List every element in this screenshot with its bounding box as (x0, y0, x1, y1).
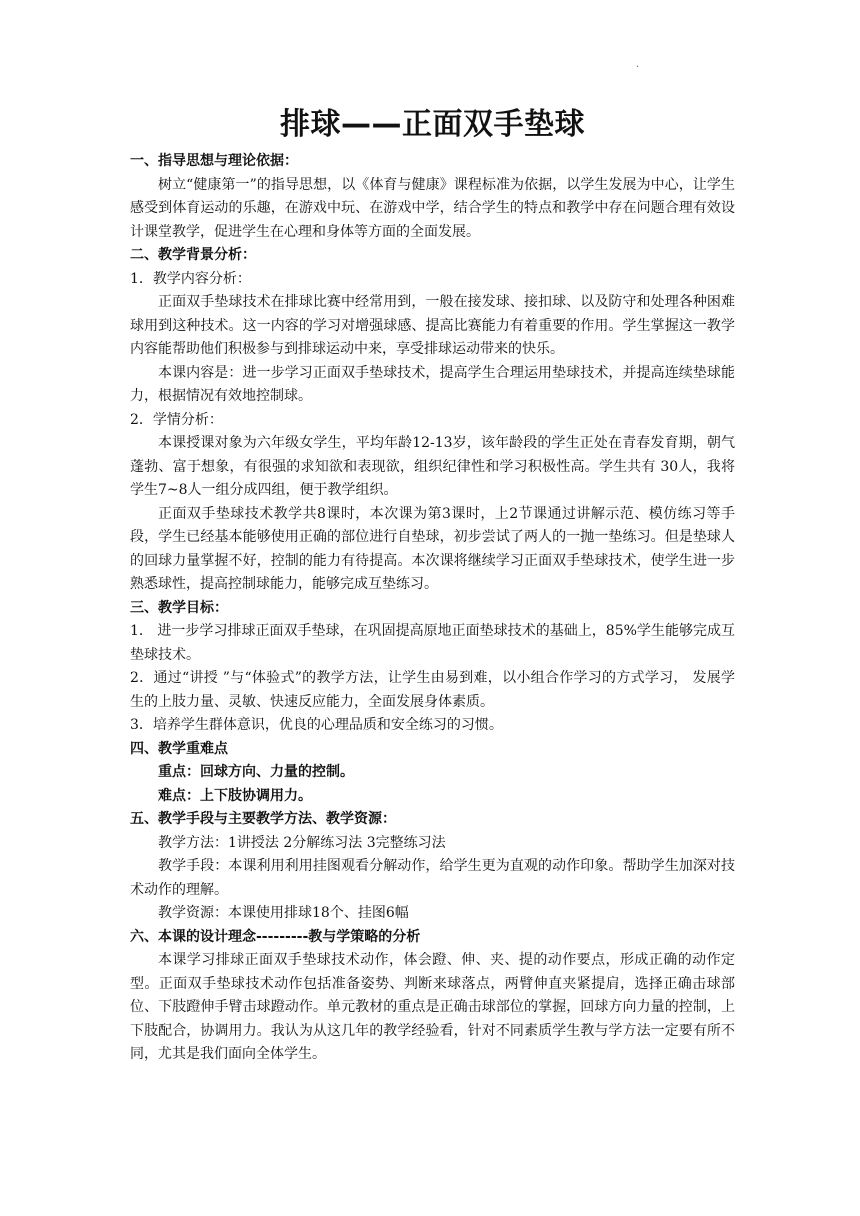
goal-item-1: 1． 进一步学习排球正面双手垫球，在巩固提高原地正面垫球技术的基础上，85%学生能够完成互垫球技术。 (130, 623, 735, 663)
learner-analysis-subheading: 2．学情分析： (130, 411, 223, 428)
section-1-paragraph: 树立“健康第一”的指导思想，以《体育与健康》课程标准为依据，以学生发展为中心，让学生感受到体育运动的乐趣，在游戏中玩、在游戏中学，结合学生的特点和教学中存在问题合理有效设计课堂教学，促进学生在心理和身体等方面的全面发展。 (130, 176, 735, 240)
learner-analysis-paragraph-2: 正面双手垫球技术教学共8课时，本次课为第3课时，上2节课通过讲解示范、模仿练习等手段，学生已经基本能够使用正确的部位进行自垫球，初步尝试了两人的一抛一垫练习。但是垫球人的回球力量掌握不好，控制的能力有待提高。本次课将继续学习正面双手垫球技术，使学生进一步熟悉球性，提高控制球能力，能够完成互垫练习。 (130, 505, 735, 592)
section-3-heading: 三、教学目标： (130, 599, 228, 616)
design-concept-paragraph: 本课学习排球正面双手垫球技术动作，体会蹬、伸、夹、提的动作要点，形成正确的动作定型。正面双手垫球技术动作包括准备姿势、判断来球落点，两臂伸直夹紧提肩，选择正确击球部位、下肢蹬伸手臂击球蹬动作。单元教材的重点是正确击球部位的掌握，回球方向力量的控制，上下肢配合，协调用力。我认为从这几年的教学经验看，针对不同素质学生教与学方法一定要有所不同，尤其是我们面向全体学生。 (130, 952, 735, 1062)
content-analysis-paragraph-1: 正面双手垫球技术在排球比赛中经常用到，一般在接发球、接扣球、以及防守和处理各种困难球用到这种技术。这一内容的学习对增强球感、提高比赛能力有着重要的作用。学生掌握这一教学内容能帮助他们积极参与到排球运动中来，享受排球运动带来的快乐。 (130, 294, 735, 357)
document-title: 排球——正面双手垫球 (280, 107, 585, 142)
teaching-methods: 教学方法：1讲授法 2分解练习法 3完整练习法 (158, 834, 446, 851)
teaching-means: 教学手段：本课利用利用挂图观看分解动作，给学生更为直观的动作印象。帮助学生加深对技术动作的理解。 (130, 858, 735, 898)
goal-item-2: 2．通过“讲授 ”与“体验式”的教学方法，让学生由易到难，以小组合作学习的方式学习， 发展学生的上肢力量、灵敏、快速反应能力，全面发展身体素质。 (130, 670, 735, 710)
content-analysis-paragraph-2: 本课内容是：进一步学习正面双手垫球技术，提高学生合理运用垫球技术，并提高连续垫球能力，根据情况有效地控制球。 (130, 364, 735, 404)
difficult-point: 难点：上下肢协调用力。 (158, 787, 312, 804)
document-page (130, 102, 735, 1067)
section-1-heading: 一、指导思想与理论依据： (130, 153, 298, 169)
section-4-heading: 四、教学重难点 (130, 740, 228, 757)
learner-analysis-paragraph-1: 本课授课对象为六年级女学生，平均年龄12-13岁，该年龄段的学生正处在青春发育期，朝气蓬勃、富于想象，有很强的求知欲和表现欲，组织纪律性和学习积极性高。学生共有 30人，我将学生7~8人一组分成四组，便于教学组织。 (130, 435, 735, 498)
section-6-heading: 六、本课的设计理念---------教与学策略的分析 (130, 928, 421, 945)
section-5-heading: 五、教学手段与主要教学方法、教学资源： (130, 811, 396, 827)
section-2-heading: 二、教学背景分析： (130, 247, 256, 263)
key-point: 重点：回球方向、力量的控制。 (158, 764, 354, 780)
goal-item-3: 3．培养学生群体意识，优良的心理品质和安全练习的习惯。 (130, 717, 503, 733)
teaching-resources: 教学资源：本课使用排球18个、挂图6幅 (158, 905, 409, 921)
corner-mark: · (636, 62, 640, 73)
content-analysis-subheading: 1．教学内容分析： (130, 270, 251, 287)
